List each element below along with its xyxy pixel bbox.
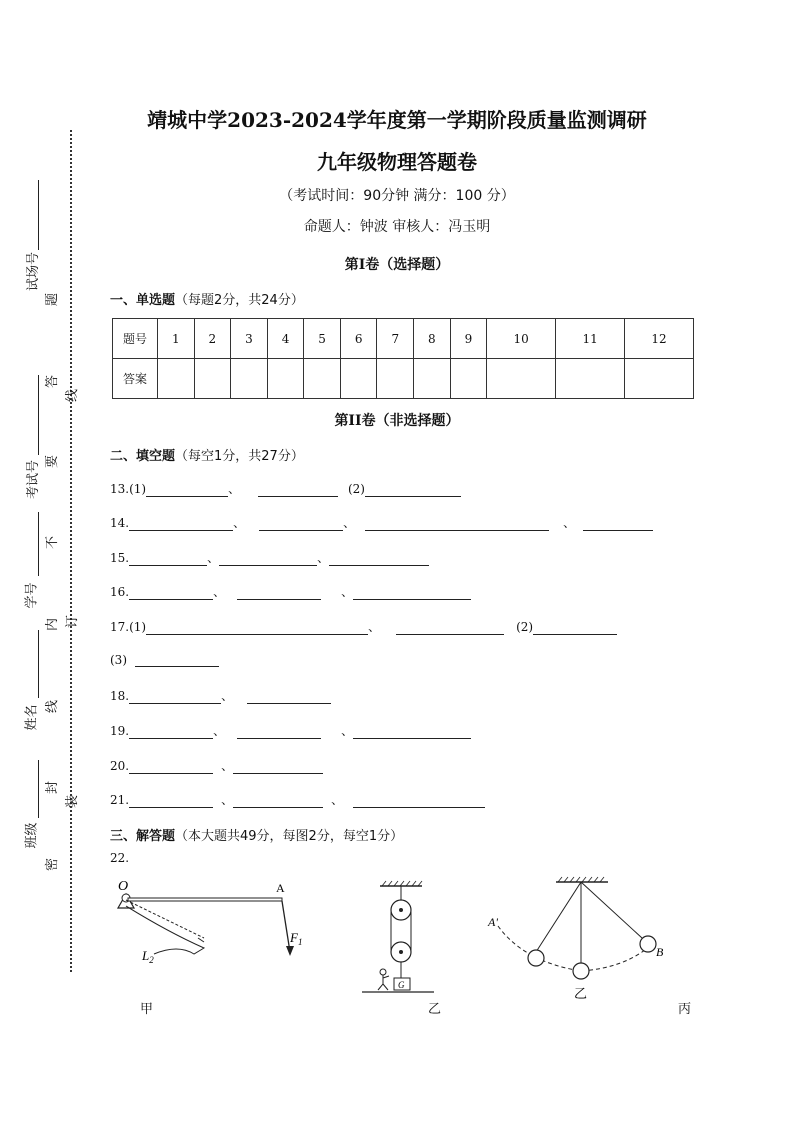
q-label: 16.: [110, 585, 130, 599]
label-L2: $L_2$: [142, 948, 154, 965]
school-title: 靖城中学2023-2024学年度第一学期阶段质量监测调研: [147, 108, 647, 132]
q22-label: 22.: [110, 851, 130, 865]
label-B: B: [656, 945, 664, 959]
q13-row: [110, 480, 461, 497]
q-label: 19.: [110, 724, 130, 738]
sep: 、: [233, 516, 246, 530]
answer-blank[interactable]: [533, 620, 617, 635]
name-label: 姓名: [24, 704, 40, 731]
answer-blank[interactable]: [365, 482, 461, 497]
answer-blank[interactable]: [583, 516, 653, 531]
section-single-choice: [110, 289, 304, 308]
seal-char: 密: [45, 857, 61, 872]
swing-path: [498, 926, 650, 971]
pendulum-figure[interactable]: [484, 874, 684, 1004]
q21-row: [110, 791, 485, 808]
question-number: 1: [158, 319, 195, 359]
answer-cell[interactable]: [414, 359, 451, 399]
question-number: 2: [194, 319, 231, 359]
sep: 、: [213, 585, 226, 599]
ball-left: [528, 950, 544, 966]
inner-char: 线: [65, 388, 81, 403]
answer-blank[interactable]: [353, 585, 471, 600]
seal-char: 题: [45, 292, 61, 307]
answer-cell[interactable]: [194, 359, 231, 399]
answer-blank[interactable]: [129, 516, 233, 531]
question-number: 6: [340, 319, 377, 359]
label-A: A': [488, 915, 498, 929]
question-number: 5: [304, 319, 341, 359]
answer-cell[interactable]: [487, 359, 556, 399]
section-label: 三、解答题: [110, 829, 176, 844]
l2-brace: [126, 906, 204, 954]
caption-bing: 丙: [678, 1002, 692, 1017]
answer-blank[interactable]: [396, 620, 504, 635]
q-label: 15.: [110, 551, 130, 565]
sep: 、: [341, 585, 354, 599]
answer-blank[interactable]: [129, 759, 213, 774]
label-O: O: [118, 879, 129, 894]
q-label: 14.: [110, 516, 130, 530]
row-label: 答案: [113, 359, 158, 399]
sep: 、: [221, 793, 234, 807]
answer-blank[interactable]: [129, 724, 213, 739]
answer-blank[interactable]: [146, 482, 228, 497]
pulley-figure[interactable]: [358, 880, 438, 1000]
section-note: （每空1分，共27分）: [175, 449, 304, 464]
class-blank: [38, 760, 39, 818]
seal-char: 线: [45, 699, 61, 714]
q-label: (2): [347, 482, 365, 496]
force-arrow: [282, 901, 290, 952]
string-right: [581, 882, 642, 938]
q-label: (3): [110, 653, 127, 667]
q20-row: [110, 757, 323, 774]
sep: 、: [317, 551, 330, 565]
section-note: （每题2分，共24分）: [175, 293, 304, 308]
string-left: [536, 882, 581, 952]
question-number: 7: [377, 319, 414, 359]
part2-heading: 第II卷（非选择题）: [334, 413, 460, 429]
section-fill: [110, 445, 304, 464]
answer-blank[interactable]: [146, 620, 368, 635]
q-label: 21.: [110, 793, 130, 807]
answer-blank[interactable]: [353, 793, 485, 808]
answer-cell[interactable]: [231, 359, 268, 399]
answer-cell[interactable]: [556, 359, 625, 399]
question-number: 4: [267, 319, 304, 359]
answer-cell[interactable]: [450, 359, 487, 399]
label-G: G: [398, 980, 405, 990]
caption-jia: 甲: [140, 1002, 154, 1017]
section-label: 二、填空题: [110, 449, 176, 464]
answer-blank[interactable]: [353, 724, 471, 739]
lever-figure[interactable]: [108, 872, 318, 972]
answer-blank[interactable]: [129, 793, 213, 808]
seal-char: 要: [45, 454, 61, 469]
ball-right: [640, 936, 656, 952]
answer-blank[interactable]: [233, 793, 323, 808]
student-no-blank: [38, 512, 39, 576]
q16-row: [110, 583, 471, 600]
row-label: 题号: [113, 319, 158, 359]
ball-middle: [573, 963, 589, 979]
question-number: 9: [450, 319, 487, 359]
q14-row: [110, 514, 653, 531]
answer-blank[interactable]: [258, 482, 338, 497]
exam-info: （考试时间：90分钟 满分：100 分）: [279, 188, 515, 204]
seal-char: 封: [45, 780, 61, 795]
sep: 、: [207, 551, 220, 565]
exam-room-label: 试场号: [26, 251, 42, 292]
person-body: [378, 975, 389, 990]
lower-axle: [399, 950, 403, 954]
sep: 、: [213, 724, 226, 738]
answer-blank[interactable]: [135, 652, 219, 667]
answer-cell[interactable]: [625, 359, 694, 399]
part1-heading: 第Ⅰ卷（选择题）: [344, 257, 450, 273]
question-number: 10: [487, 319, 556, 359]
answer-blank[interactable]: [129, 585, 213, 600]
exam-no-label: 考试号: [26, 459, 42, 500]
question-number: 11: [556, 319, 625, 359]
answer-blank[interactable]: [219, 551, 317, 566]
answer-blank[interactable]: [237, 585, 321, 600]
label-A: A: [276, 881, 285, 895]
student-no-label: 学号: [24, 582, 40, 609]
arrowhead: [286, 946, 294, 956]
q17c-row: [110, 652, 219, 667]
answer-cell[interactable]: [377, 359, 414, 399]
answer-blank[interactable]: [329, 551, 429, 566]
q18-row: [110, 687, 331, 704]
q-label: 13.(1): [110, 482, 147, 496]
answer-blank[interactable]: [129, 551, 207, 566]
name-blank: [38, 630, 39, 698]
answer-cell[interactable]: [304, 359, 341, 399]
answer-table: [112, 318, 694, 399]
authors: 命题人：钟波 审核人：冯玉明: [303, 219, 491, 235]
sep: 、: [343, 516, 356, 530]
l2-dashed: [126, 900, 204, 938]
seal-char: 答: [45, 374, 61, 389]
question-number: 3: [231, 319, 268, 359]
q19-row: [110, 722, 471, 739]
table-row: [113, 319, 694, 359]
sep: 、: [341, 724, 354, 738]
sep: 、: [368, 620, 381, 634]
seal-char: 不: [45, 535, 61, 550]
answer-cell[interactable]: [158, 359, 195, 399]
l2-perp: [198, 938, 204, 942]
sep: 、: [221, 689, 234, 703]
q-label: 18.: [110, 689, 130, 703]
answer-cell[interactable]: [340, 359, 377, 399]
person-head: [380, 969, 386, 975]
subject-title: 九年级物理答题卷: [317, 150, 477, 174]
section-solve: [110, 825, 403, 844]
q17-row: [110, 618, 617, 635]
answer-blank[interactable]: [233, 759, 323, 774]
lever-bar: [128, 898, 282, 901]
inner-char: 装: [65, 794, 81, 809]
caption-yi: 乙: [428, 1002, 442, 1017]
answer-blank[interactable]: [259, 516, 343, 531]
question-number: 8: [414, 319, 451, 359]
table-row: [113, 359, 694, 399]
q15-row: [110, 549, 429, 566]
sep: 、: [221, 759, 234, 773]
inner-char: 订: [65, 614, 81, 629]
q-label: 20.: [110, 759, 130, 773]
answer-blank[interactable]: [247, 689, 331, 704]
sep: 、: [228, 482, 241, 496]
q-label: 17.(1): [110, 620, 147, 634]
answer-blank[interactable]: [237, 724, 321, 739]
label-F1: $F_1$: [290, 930, 303, 947]
section-note: （本大题共49分，每图2分，每空1分）: [175, 829, 404, 844]
class-label: 班级: [24, 822, 40, 849]
sep: 、: [563, 516, 576, 530]
section-label: 一、单选题: [110, 293, 176, 308]
q-label: (2): [516, 620, 534, 634]
answer-blank[interactable]: [365, 516, 549, 531]
seal-char: 内: [45, 617, 61, 632]
label-mid: 乙: [574, 987, 588, 1002]
sep: 、: [331, 793, 344, 807]
question-number: 12: [625, 319, 694, 359]
answer-blank[interactable]: [129, 689, 221, 704]
upper-axle: [399, 908, 403, 912]
answer-cell[interactable]: [267, 359, 304, 399]
